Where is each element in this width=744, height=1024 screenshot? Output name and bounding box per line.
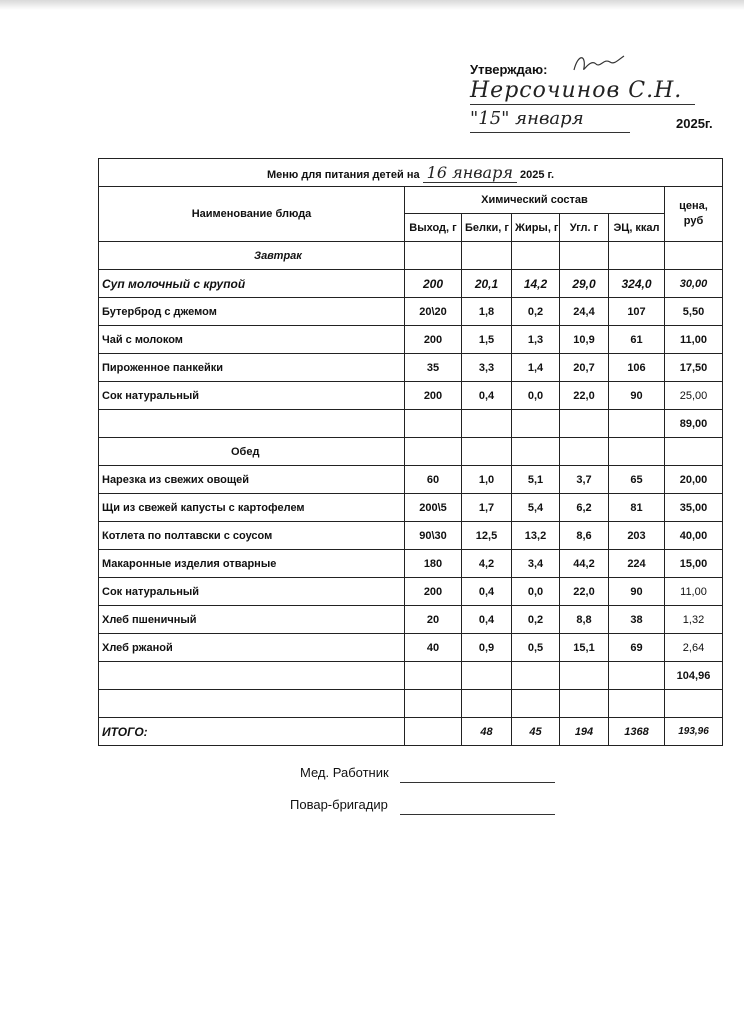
dish-price: 20,00 xyxy=(665,466,723,494)
dish-protein: 0,9 xyxy=(462,634,512,662)
dish-carbs: 8,8 xyxy=(560,606,609,634)
approval-label: Утверждаю: xyxy=(470,62,548,77)
menu-title-suffix: 2025 г. xyxy=(519,169,555,181)
menu-table xyxy=(98,158,723,746)
dish-row xyxy=(99,466,723,494)
menu-title-row xyxy=(99,159,723,187)
breakfast-subtotal: 89,00 xyxy=(665,410,723,438)
dish-carbs: 3,7 xyxy=(560,466,609,494)
dish-name: Нарезка из свежих овощей xyxy=(99,466,405,494)
breakfast-section xyxy=(99,242,723,270)
dish-name: Сок натуральный xyxy=(99,382,405,410)
dish-row xyxy=(99,326,723,354)
approval-date: "15" января xyxy=(470,108,584,129)
total-carb: 194 xyxy=(560,718,609,746)
dish-protein: 3,3 xyxy=(462,354,512,382)
dish-protein: 4,2 xyxy=(462,550,512,578)
signature-mark xyxy=(570,50,630,80)
dish-output: 180 xyxy=(405,550,462,578)
date-line xyxy=(470,132,630,133)
total-prot: 48 xyxy=(462,718,512,746)
dish-kcal: 61 xyxy=(609,326,665,354)
dish-protein: 0,4 xyxy=(462,606,512,634)
dish-carbs: 44,2 xyxy=(560,550,609,578)
dish-output: 20\20 xyxy=(405,298,462,326)
cook-label: Повар-бригадир xyxy=(290,797,388,812)
signature-name: Нерсочинов С.Н. xyxy=(470,78,683,103)
med-label: Мед. Работник xyxy=(300,765,389,780)
dish-fat: 0,5 xyxy=(512,634,560,662)
dish-protein: 1,5 xyxy=(462,326,512,354)
dish-carbs: 15,1 xyxy=(560,634,609,662)
lunch-rows xyxy=(99,466,723,662)
dish-price: 17,50 xyxy=(665,354,723,382)
dish-name: Макаронные изделия отварные xyxy=(99,550,405,578)
dish-name: Пироженное панкейки xyxy=(99,354,405,382)
total-row xyxy=(99,718,723,746)
header-row xyxy=(99,187,723,214)
dish-carbs: 22,0 xyxy=(560,578,609,606)
dish-fat: 1,4 xyxy=(512,354,560,382)
lunch-label: Обед xyxy=(99,438,405,466)
dish-row xyxy=(99,634,723,662)
signature-line xyxy=(470,104,695,105)
dish-kcal: 81 xyxy=(609,494,665,522)
lunch-subtotal-row xyxy=(99,662,723,690)
dish-price: 2,64 xyxy=(665,634,723,662)
empty-row xyxy=(99,690,723,718)
dish-row xyxy=(99,270,723,298)
dish-output: 20 xyxy=(405,606,462,634)
dish-protein: 1,7 xyxy=(462,494,512,522)
dish-name: Бутерброд с джемом xyxy=(99,298,405,326)
dish-price: 15,00 xyxy=(665,550,723,578)
dish-protein: 1,8 xyxy=(462,298,512,326)
dish-protein: 0,4 xyxy=(462,382,512,410)
dish-fat: 13,2 xyxy=(512,522,560,550)
dish-carbs: 8,6 xyxy=(560,522,609,550)
dish-output: 90\30 xyxy=(405,522,462,550)
dish-price: 40,00 xyxy=(665,522,723,550)
lunch-subtotal: 104,96 xyxy=(665,662,723,690)
dish-row xyxy=(99,550,723,578)
dish-fat: 14,2 xyxy=(512,270,560,298)
dish-output: 200\5 xyxy=(405,494,462,522)
dish-output: 35 xyxy=(405,354,462,382)
cook-sign-line xyxy=(400,814,555,815)
breakfast-subtotal-row xyxy=(99,410,723,438)
dish-name: Хлеб пшеничный xyxy=(99,606,405,634)
dish-carbs: 10,9 xyxy=(560,326,609,354)
dish-output: 200 xyxy=(405,382,462,410)
dish-fat: 5,1 xyxy=(512,466,560,494)
dish-fat: 0,0 xyxy=(512,382,560,410)
dish-kcal: 203 xyxy=(609,522,665,550)
menu-title xyxy=(99,159,723,187)
dish-name: Чай с молоком xyxy=(99,326,405,354)
total-label: ИТОГО: xyxy=(99,718,405,746)
dish-name: Котлета по полтавски с соусом xyxy=(99,522,405,550)
dish-row xyxy=(99,494,723,522)
dish-output: 200 xyxy=(405,326,462,354)
header-carb: Угл. г xyxy=(560,214,609,242)
dish-output: 200 xyxy=(405,270,462,298)
dish-carbs: 29,0 xyxy=(560,270,609,298)
dish-fat: 3,4 xyxy=(512,550,560,578)
dish-name: Хлеб ржаной xyxy=(99,634,405,662)
dish-fat: 0,2 xyxy=(512,606,560,634)
dish-price: 1,32 xyxy=(665,606,723,634)
scan-edge xyxy=(0,0,744,10)
dish-price: 25,00 xyxy=(665,382,723,410)
dish-price: 11,00 xyxy=(665,326,723,354)
dish-protein: 1,0 xyxy=(462,466,512,494)
dish-output: 40 xyxy=(405,634,462,662)
menu-title-date: 16 января xyxy=(423,163,517,183)
dish-price: 11,00 xyxy=(665,578,723,606)
dish-price: 5,50 xyxy=(665,298,723,326)
dish-protein: 12,5 xyxy=(462,522,512,550)
dish-name: Сок натуральный xyxy=(99,578,405,606)
dish-carbs: 24,4 xyxy=(560,298,609,326)
dish-protein: 20,1 xyxy=(462,270,512,298)
approval-year: 2025г. xyxy=(676,116,713,131)
dish-fat: 5,4 xyxy=(512,494,560,522)
dish-fat: 0,2 xyxy=(512,298,560,326)
dish-row xyxy=(99,522,723,550)
dish-kcal: 38 xyxy=(609,606,665,634)
dish-kcal: 324,0 xyxy=(609,270,665,298)
dish-kcal: 224 xyxy=(609,550,665,578)
dish-carbs: 22,0 xyxy=(560,382,609,410)
dish-row xyxy=(99,578,723,606)
dish-protein: 0,4 xyxy=(462,578,512,606)
dish-output: 200 xyxy=(405,578,462,606)
dish-kcal: 69 xyxy=(609,634,665,662)
header-out: Выход, г xyxy=(405,214,462,242)
total-price: 193,96 xyxy=(665,718,723,746)
med-sign-line xyxy=(400,782,555,783)
lunch-section xyxy=(99,438,723,466)
dish-kcal: 90 xyxy=(609,382,665,410)
menu-title-prefix: Меню для питания детей на xyxy=(266,169,420,181)
dish-price: 30,00 xyxy=(665,270,723,298)
dish-carbs: 20,7 xyxy=(560,354,609,382)
dish-row xyxy=(99,298,723,326)
dish-kcal: 90 xyxy=(609,578,665,606)
breakfast-label: Завтрак xyxy=(99,242,405,270)
dish-fat: 0,0 xyxy=(512,578,560,606)
header-kcal: ЭЦ, ккал xyxy=(609,214,665,242)
total-kcal: 1368 xyxy=(609,718,665,746)
breakfast-rows xyxy=(99,270,723,410)
dish-price: 35,00 xyxy=(665,494,723,522)
dish-fat: 1,3 xyxy=(512,326,560,354)
dish-row xyxy=(99,354,723,382)
dish-kcal: 107 xyxy=(609,298,665,326)
approval-block xyxy=(470,58,730,138)
dish-row xyxy=(99,382,723,410)
header-prot: Белки, г xyxy=(462,214,512,242)
header-chem: Химический состав xyxy=(405,187,665,214)
total-fat: 45 xyxy=(512,718,560,746)
header-dish: Наименование блюда xyxy=(99,187,405,242)
dish-row xyxy=(99,606,723,634)
dish-name: Щи из свежей капусты с картофелем xyxy=(99,494,405,522)
header-price: цена, руб xyxy=(665,187,723,242)
header-fat: Жиры, г xyxy=(512,214,560,242)
dish-kcal: 65 xyxy=(609,466,665,494)
dish-carbs: 6,2 xyxy=(560,494,609,522)
dish-output: 60 xyxy=(405,466,462,494)
dish-name: Суп молочный с крупой xyxy=(99,270,405,298)
dish-kcal: 106 xyxy=(609,354,665,382)
